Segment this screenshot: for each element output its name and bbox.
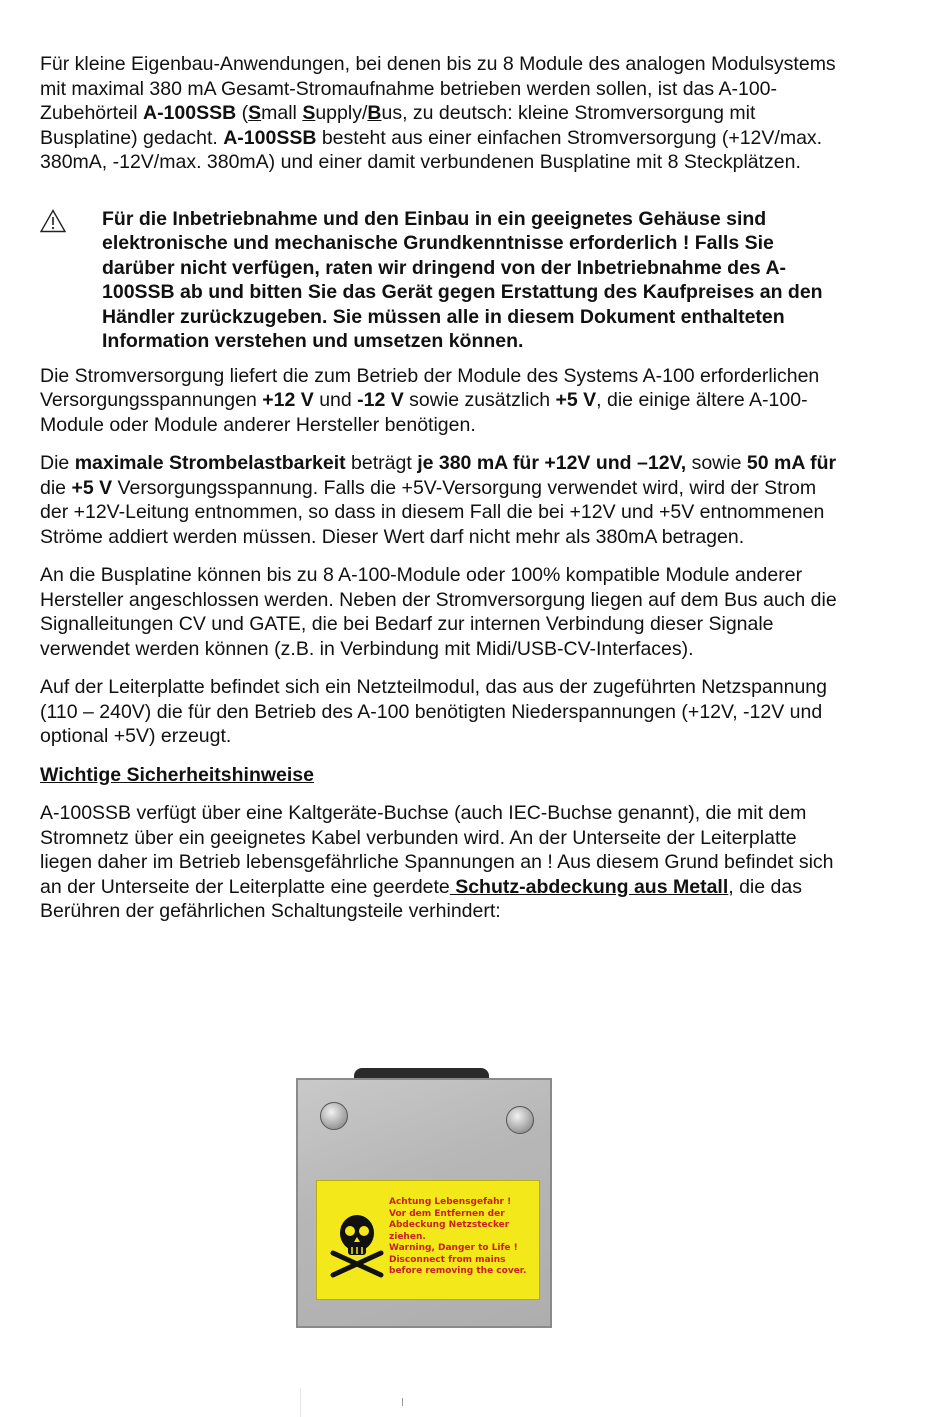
text: beträgt: [345, 452, 418, 474]
acronym-letter: S: [248, 102, 262, 124]
text: sowie: [686, 452, 747, 474]
intro-paragraph: [40, 52, 840, 175]
intro-text: besteht aus einer einfachen Stromversorgung (+12V/max. 380mA, -12V/max. 380mA) und einer damit verbundenen Busplatine mit 8 Steckplätzen.: [40, 126, 823, 173]
power-module-paragraph: Auf der Leiterplatte befindet sich ein Netzteilmodul, das aus der zugeführten Netzspannung (110 – 240V) die für den Betrieb des A-100 benötigten Niederspannungen (+12V, -12V und optional +5V) erzeugt.: [40, 676, 827, 747]
safety-paragraph: [40, 801, 840, 924]
screw-icon: [320, 1102, 348, 1130]
label-line: Achtung Lebensgefahr !: [389, 1197, 512, 1207]
metal-cover-photo: [296, 1068, 556, 1330]
warning-triangle-icon: [40, 207, 102, 354]
max-current-paragraph: [40, 451, 840, 549]
page-edge-dot: [402, 1398, 403, 1406]
bold-text: +5 V: [71, 476, 113, 499]
acronym-letter: B: [367, 102, 382, 124]
product-name: A-100SSB: [223, 126, 317, 149]
intro-text: us, zu deutsch: kleine Stromversorgung mit Busplatine) gedacht.: [40, 102, 756, 149]
text: Die: [40, 452, 75, 474]
text: Versorgungsspannung. Falls die +5V-Versorgung verwendet wird, wird der Strom der +12V-Leitung entnommen, so dass in diesem Fall die bei +12V und +5V entnommenen Ströme addiert werden müssen. Dieser Wert darf nicht mehr als 380mA betragen.: [40, 476, 825, 548]
intro-text: upply/: [315, 102, 368, 124]
metal-cover: [296, 1078, 552, 1328]
label-line: ziehen.: [389, 1231, 426, 1242]
text: , die das Berühren der gefährlichen Schaltungsteile verhindert:: [40, 875, 802, 922]
screw-icon: [506, 1106, 534, 1134]
label-line: Abdeckung Netzstecker: [389, 1220, 510, 1230]
page-edge-mark: [300, 1388, 411, 1417]
intro-text: (: [236, 102, 249, 124]
voltage-value: +12 V: [262, 389, 314, 411]
safety-heading: Wichtige Sicherheitshinweise: [40, 763, 314, 786]
text: sowie zusätzlich: [403, 389, 556, 411]
bold-underlined-text: Schutz-abdeckung aus Metall: [449, 875, 729, 898]
danger-label-text: [389, 1197, 537, 1278]
bold-text: maximale Strombelastbarkeit: [74, 452, 346, 474]
bold-text: 50 mA für: [746, 452, 837, 474]
product-name: A-100SSB: [142, 102, 237, 124]
voltage-value: +5 V: [555, 389, 597, 411]
voltage-value: -12 V: [357, 389, 404, 411]
label-line: Warning, Danger to Life !: [389, 1243, 518, 1253]
bold-text: je 380 mA für +12V und –12V,: [417, 452, 687, 474]
skull-crossbones-icon: [327, 1209, 387, 1279]
label-line: before removing the cover.: [389, 1266, 527, 1276]
text: , die einige ältere A-100-Module oder Module anderer Hersteller benötigen.: [40, 389, 808, 436]
supply-voltages-paragraph: [40, 364, 840, 438]
document-body: [40, 52, 840, 938]
text: und: [313, 389, 358, 411]
warning-text: Für die Inbetriebnahme und den Einbau in ein geeignetes Gehäuse sind elektronische und mechanische Grundkenntnisse erforderlich ! Falls Sie darüber nicht verfügen, raten wir dringend von der Inbetriebnahme des A-100SSB ab und bitten Sie das Gerät gegen Erstattung des Kaufpreises an den Händler zurückzugeben. Sie müssen alle in diesem Dokument enthalteten Information verstehen und umsetzen können.: [102, 207, 823, 352]
bus-board-paragraph: An die Busplatine können bis zu 8 A-100-Module oder 100% kompatible Module anderer Hersteller angeschlossen werden. Neben der Stromversorgung liegen auf dem Bus auch die Signalleitungen CV und GATE, die bei Bedarf zur internen Verbindung dieser Signale verwendet werden können (z.B. in Verbindung mit Midi/USB-CV-Interfaces).: [40, 564, 837, 660]
text: Die Stromversorgung liefert die zum Betrieb der Module des Systems A-100 erforderlichen Versorgungsspannungen: [40, 364, 820, 411]
intro-text: mall: [261, 102, 303, 124]
danger-label: [316, 1180, 540, 1300]
text: A-100SSB verfügt über eine Kaltgeräte-Buchse (auch IEC-Buchse genannt), die mit dem Stromnetz über ein geeignetes Kabel verbunden wird. An der Unterseite der Leiterplatte liegen daher im Betrieb lebensgefährliche Spannungen an ! Aus diesem Grund befindet sich an der Unterseite der Leiterplatte eine geerdete: [40, 802, 834, 898]
warning-block: [40, 207, 840, 354]
acronym-letter: S: [302, 102, 316, 124]
label-line: Disconnect from mains: [389, 1254, 506, 1265]
label-line: Vor dem Entfernen der: [389, 1208, 505, 1219]
text: die: [40, 476, 72, 499]
intro-text: Für kleine Eigenbau-Anwendungen, bei denen bis zu 8 Module des analogen Modulsystems mit maximal 380 mA Gesamt-Stromaufnahme betrieben werden sollen, ist das A-100-Zubehörteil: [40, 53, 836, 124]
